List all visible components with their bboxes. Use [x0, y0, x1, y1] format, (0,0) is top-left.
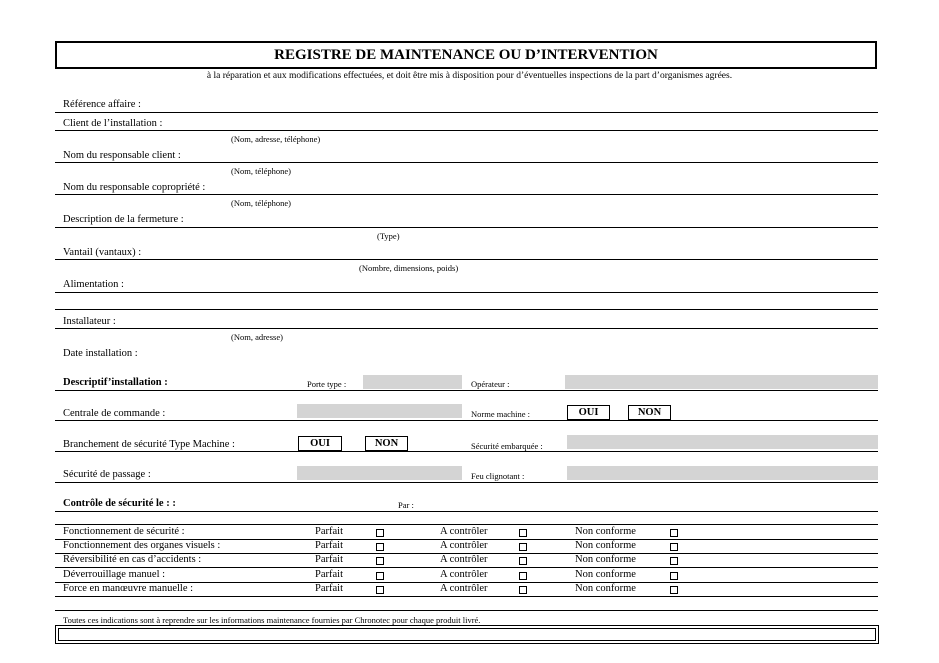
description-line[interactable] — [55, 227, 878, 228]
parfait-label: Parfait — [315, 569, 343, 580]
alimentation-line-2[interactable] — [55, 309, 878, 310]
client-hint: (Nom, adresse, téléphone) — [231, 134, 321, 144]
controle-row-line — [55, 596, 878, 597]
securite-passage-field[interactable] — [297, 466, 462, 480]
operateur-label: Opérateur : — [471, 379, 510, 389]
securite-passage-label: Sécurité de passage : — [63, 469, 151, 480]
porte-type-label: Porte type : — [307, 379, 347, 389]
vantail-label: Vantail (vantaux) : — [63, 247, 142, 258]
parfait-checkbox[interactable] — [376, 572, 384, 580]
description-hint: (Type) — [377, 231, 400, 241]
client-line[interactable] — [55, 130, 878, 131]
controle-title: Contrôle de sécurité le : : — [63, 498, 176, 509]
a-controler-label: A contrôler — [440, 569, 488, 580]
operateur-field[interactable] — [565, 375, 878, 389]
a-controler-checkbox[interactable] — [519, 557, 527, 565]
reference-label: Référence affaire : — [63, 99, 141, 110]
non-conforme-label: Non conforme — [575, 526, 636, 537]
footer-box[interactable] — [55, 625, 879, 644]
porte-type-field[interactable] — [363, 375, 462, 389]
feu-label: Feu clignotant : — [471, 471, 525, 481]
resp-copro-hint: (Nom, téléphone) — [231, 198, 291, 208]
passage-line — [55, 482, 878, 483]
date-installation-label: Date installation : — [63, 348, 138, 359]
centrale-label: Centrale de commande : — [63, 408, 166, 419]
footer-note: Toutes ces indications sont à reprendre sur les informations maintenance fournies par Chronotec pour chaque produit livré. — [63, 615, 481, 625]
controle-table-top — [55, 524, 878, 525]
non-conforme-checkbox[interactable] — [670, 529, 678, 537]
non-conforme-label: Non conforme — [575, 540, 636, 551]
description-label: Description de la fermeture : — [63, 214, 184, 225]
parfait-checkbox[interactable] — [376, 586, 384, 594]
non-conforme-label: Non conforme — [575, 569, 636, 580]
norme-machine-label: Norme machine : — [471, 409, 531, 419]
non-conforme-checkbox[interactable] — [670, 586, 678, 594]
installateur-hint: (Nom, adresse) — [231, 332, 283, 342]
a-controler-checkbox[interactable] — [519, 529, 527, 537]
descriptif-line — [55, 390, 878, 391]
a-controler-checkbox[interactable] — [519, 586, 527, 594]
client-label: Client de l’installation : — [63, 118, 163, 129]
par-label: Par : — [398, 500, 414, 510]
branchement-line — [55, 451, 878, 452]
non-conforme-checkbox[interactable] — [670, 543, 678, 551]
branchement-oui-button[interactable]: OUI — [298, 436, 342, 451]
resp-client-label: Nom du responsable client : — [63, 150, 181, 161]
resp-client-line[interactable] — [55, 162, 878, 163]
centrale-line — [55, 420, 878, 421]
footer-rule — [55, 610, 878, 611]
a-controler-label: A contrôler — [440, 583, 488, 594]
a-controler-label: A contrôler — [440, 526, 488, 537]
securite-embarquee-label: Sécurité embarquée : — [471, 441, 543, 451]
a-controler-checkbox[interactable] — [519, 572, 527, 580]
reference-line[interactable] — [55, 112, 878, 113]
securite-embarquee-field[interactable] — [567, 435, 878, 449]
parfait-checkbox[interactable] — [376, 543, 384, 551]
non-conforme-checkbox[interactable] — [670, 572, 678, 580]
alimentation-label: Alimentation : — [63, 279, 124, 290]
alimentation-line[interactable] — [55, 292, 878, 293]
controle-line[interactable] — [55, 511, 878, 512]
parfait-checkbox[interactable] — [376, 557, 384, 565]
non-conforme-label: Non conforme — [575, 583, 636, 594]
installateur-label: Installateur : — [63, 316, 116, 327]
controle-row-label: Force en manœuvre manuelle : — [63, 583, 194, 594]
a-controler-label: A contrôler — [440, 554, 488, 565]
non-conforme-label: Non conforme — [575, 554, 636, 565]
controle-row-label: Réversibilité en cas d’accidents : — [63, 554, 202, 565]
resp-copro-line[interactable] — [55, 194, 878, 195]
feu-field[interactable] — [567, 466, 878, 480]
a-controler-label: A contrôler — [440, 540, 488, 551]
parfait-label: Parfait — [315, 583, 343, 594]
resp-client-hint: (Nom, téléphone) — [231, 166, 291, 176]
norme-non-button[interactable]: NON — [628, 405, 671, 420]
a-controler-checkbox[interactable] — [519, 543, 527, 551]
parfait-label: Parfait — [315, 554, 343, 565]
page-title: REGISTRE DE MAINTENANCE OU D’INTERVENTION — [55, 41, 877, 69]
installateur-line[interactable] — [55, 328, 878, 329]
vantail-hint: (Nombre, dimensions, poids) — [359, 263, 459, 273]
parfait-label: Parfait — [315, 526, 343, 537]
page-subtitle: à la réparation et aux modifications effectuées, et doit être mis à disposition pour d’éventuelles inspections de la part d’organismes agrées. — [206, 71, 733, 81]
non-conforme-checkbox[interactable] — [670, 557, 678, 565]
parfait-checkbox[interactable] — [376, 529, 384, 537]
descriptif-title: Descriptif’installation : — [63, 377, 168, 388]
controle-row-label: Déverrouillage manuel : — [63, 569, 166, 580]
centrale-field[interactable] — [297, 404, 462, 418]
controle-row-label: Fonctionnement de sécurité : — [63, 526, 185, 537]
branchement-non-button[interactable]: NON — [365, 436, 408, 451]
controle-row-line — [55, 567, 878, 568]
resp-copro-label: Nom du responsable copropriété : — [63, 182, 206, 193]
controle-row-label: Fonctionnement des organes visuels : — [63, 540, 221, 551]
branchement-label: Branchement de sécurité Type Machine : — [63, 439, 235, 450]
parfait-label: Parfait — [315, 540, 343, 551]
vantail-line[interactable] — [55, 259, 878, 260]
norme-oui-button[interactable]: OUI — [567, 405, 610, 420]
